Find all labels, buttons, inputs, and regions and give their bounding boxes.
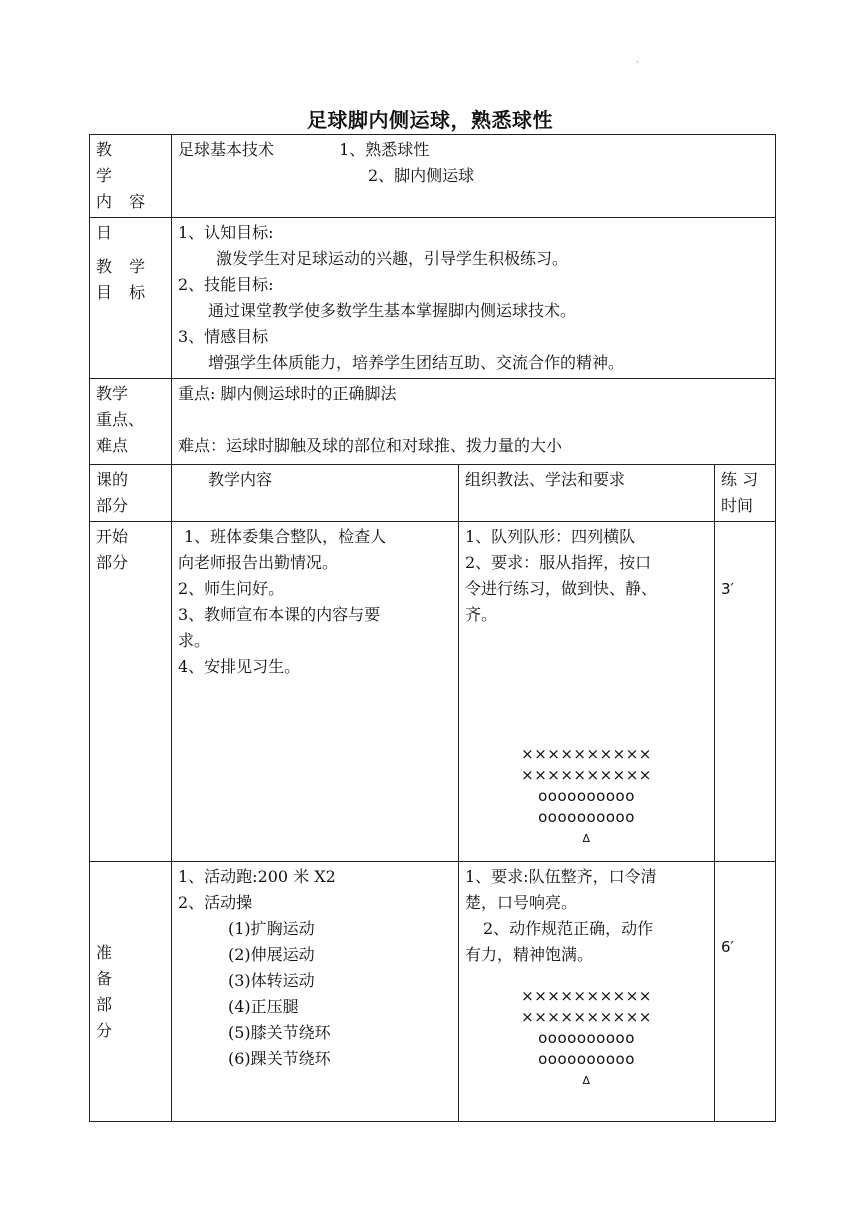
lesson-plan-table [89,134,776,1122]
goals-label-cell [90,218,172,379]
warmup-label-char: 准 [96,942,113,962]
content-label-line1: 教 学 [96,140,127,185]
goals-value-cell [172,218,776,379]
warmup-method-line: 有力，精神饱满。 [465,945,594,964]
teacher-position-mark: Δ [582,1074,591,1087]
header-time-line2: 时间 [721,496,754,515]
start-label-cell [90,522,172,862]
formation-row: ×××××××××× [521,1008,652,1026]
goal-1-title: 1、认知目标: [178,223,274,242]
warmup-drill: (2)伸展运动 [228,945,315,964]
start-label-line2: 部分 [96,553,129,572]
formation-row: oooooooooo [538,808,635,826]
start-content-cell [172,522,459,862]
goals-label-line2: 教 学 [96,257,152,276]
start-time: 3′ [721,580,734,598]
warmup-drill: (1)扩胸运动 [228,919,315,938]
content-text-line1 [178,137,769,163]
warmup-time-cell [715,862,776,1122]
warmup-label-char: 分 [96,1020,113,1040]
content-label-cell [90,135,172,218]
start-label-line1: 开始 [96,527,129,546]
header-part-line1: 课的 [96,470,129,489]
start-content-line: 求。 [178,631,211,650]
goals-row [90,218,776,379]
focus-label-cell [90,379,172,465]
warmup-section-row [90,862,776,1122]
content-label-line2: 内 容 [96,192,152,211]
header-time-line1: 练 习 [721,470,759,489]
warmup-run: 1、活动跑:200 米 X2 [178,867,336,886]
formation-row: ×××××××××× [521,745,652,763]
goal-1-text: 激发学生对足球运动的兴趣，引导学生积极练习。 [216,249,569,268]
start-time-cell [715,522,776,862]
start-content-line: 向老师报告出勤情况。 [178,553,339,572]
formation-row: ×××××××××× [521,766,652,784]
warmup-drill: (5)膝关节绕环 [228,1023,331,1042]
formation-row: ×××××××××× [521,987,652,1005]
content-topic: 足球基本技术 [178,140,275,159]
start-formation [465,744,708,849]
goal-3-text: 增强学生体质能力，培养学生团结互助、交流合作的精神。 [208,353,625,372]
content-item-1: 1、熟悉球性 [339,140,430,159]
focus-label-line2: 重点、 [96,410,145,429]
teacher-position-mark: Δ [582,832,591,845]
content-value-cell [172,135,776,218]
header-part-line2: 部分 [96,496,129,515]
warmup-formation [465,986,708,1091]
warmup-drill: (4)正压腿 [228,997,299,1016]
start-content-line: 1、班体委集合整队，检查人 [184,527,387,546]
page-title: 足球脚内侧运球，熟悉球性 [307,108,553,132]
start-method-line: 1、队列队形：四列横队 [465,527,636,546]
start-content-line: 4、安排见习生。 [178,657,301,676]
warmup-drill: (6)踝关节绕环 [228,1049,331,1068]
section-header-row [90,465,776,522]
start-section-row [90,522,776,862]
warmup-drill: (3)体转运动 [228,971,315,990]
header-time-cell [715,465,776,522]
header-content-cell [172,465,459,522]
goal-3-title: 3、情感目标 [178,327,269,346]
header-part-cell [90,465,172,522]
difficulty: 难点：运球时脚触及球的部位和对球推、拨力量的大小 [178,436,563,455]
start-method-line: 2、要求：服从指挥，按口 [465,553,652,572]
goal-2-title: 2、技能目标: [178,275,274,294]
focus-label-line3: 难点 [96,436,129,455]
warmup-label-cell [90,862,172,1122]
warmup-method-line: 1、要求:队伍整齐，口令清 [465,867,657,886]
header-method: 组织教法、学法和要求 [465,470,626,489]
start-content-line: 3、教师宣布本课的内容与要 [178,605,381,624]
goals-label-line1: 日 [96,223,113,242]
focus-label-line1: 教学 [96,384,129,403]
warmup-label-char: 部 [96,994,113,1014]
key-point: 重点: 脚内侧运球时的正确脚法 [178,384,397,403]
warmup-method-line: 2、动作规范正确，动作 [483,919,654,938]
start-method-line: 齐。 [465,605,498,624]
page-mark: · [636,58,639,67]
warmup-method-line: 楚，口号响亮。 [465,893,578,912]
formation-row: oooooooooo [538,787,635,805]
start-method-cell [459,522,715,862]
focus-value-cell [172,379,776,465]
formation-row: oooooooooo [538,1050,635,1068]
content-item-2: 2、脚内侧运球 [368,166,475,185]
warmup-time: 6′ [721,938,734,956]
formation-row: oooooooooo [538,1029,635,1047]
start-content-line: 2、师生问好。 [178,579,285,598]
header-content: 教学内容 [208,470,273,489]
header-method-cell [459,465,715,522]
warmup-drills-title: 2、活动操 [178,893,253,912]
goal-2-text: 通过课堂教学使多数学生基本掌握脚内侧运球技术。 [208,301,577,320]
focus-row [90,379,776,465]
content-row [90,135,776,218]
warmup-method-cell [459,862,715,1122]
warmup-content-cell [172,862,459,1122]
goals-label-line3: 目 标 [96,283,152,302]
start-method-line: 令进行练习，做到快、静、 [465,579,658,598]
warmup-label-char: 备 [96,968,113,988]
